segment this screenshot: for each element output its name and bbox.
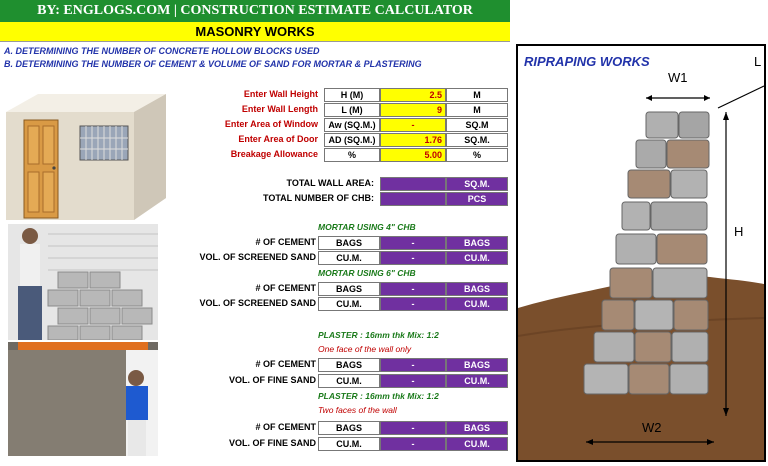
riprap-panel xyxy=(516,44,766,462)
plaster-one-face-title: PLASTER : 16mm thk Mix: 1:2 xyxy=(318,330,439,340)
mortar4-sand-value: - xyxy=(380,251,446,265)
riprap-diagram xyxy=(518,46,764,460)
input-symbol-wall-length: L (M) xyxy=(324,103,380,117)
mortar6-sand-unit1: CU.M. xyxy=(318,297,380,311)
dim-h-label: H xyxy=(734,224,744,239)
total-chb-value xyxy=(380,192,446,206)
input-label-wall-length: Enter Wall Length xyxy=(241,104,318,114)
blocklaying-photo xyxy=(8,224,158,340)
plaster-two-faces-title: PLASTER : 16mm thk Mix: 1:2 xyxy=(318,391,439,401)
input-label-breakage: Breakage Allowance xyxy=(230,149,318,159)
input-label-wall-height: Enter Wall Height xyxy=(243,89,318,99)
mortar6-cement-unit2: BAGS xyxy=(446,282,508,296)
mortar6-cement-label: # OF CEMENT xyxy=(255,283,316,293)
dim-w1-label: W1 xyxy=(668,70,688,85)
mortar6-cement-unit1: BAGS xyxy=(318,282,380,296)
mortar6-sand-unit2: CU.M. xyxy=(446,297,508,311)
input-unit-breakage: % xyxy=(446,148,508,162)
input-unit-wall-length: M xyxy=(446,103,508,117)
input-label-door-area: Enter Area of Door xyxy=(238,134,318,144)
wall-height-input[interactable]: 2.5 xyxy=(380,88,446,102)
plaster2-cement-unit1: BAGS xyxy=(318,421,380,435)
mortar4-cement-value: - xyxy=(380,236,446,250)
total-chb-unit: PCS xyxy=(446,192,508,206)
total-chb-label: TOTAL NUMBER OF CHB: xyxy=(263,193,374,203)
mortar4-cement-unit2: BAGS xyxy=(446,236,508,250)
plaster1-cement-label: # OF CEMENT xyxy=(255,359,316,369)
section-title: MASONRY WORKS xyxy=(0,22,510,42)
mortar4-sand-unit1: CU.M. xyxy=(318,251,380,265)
plaster1-cement-unit1: BAGS xyxy=(318,358,380,372)
dim-l-label: L xyxy=(754,54,762,69)
plaster1-sand-label: VOL. OF FINE SAND xyxy=(228,375,316,385)
input-symbol-breakage: % xyxy=(324,148,380,162)
plaster1-sand-unit1: CU.M. xyxy=(318,374,380,388)
plaster1-cement-unit2: BAGS xyxy=(446,358,508,372)
total-wall-area-label: TOTAL WALL AREA: xyxy=(286,178,374,188)
intro-line-a: A. DETERMINING THE NUMBER OF CONCRETE HOLLOW BLOCKS USED xyxy=(4,46,320,56)
plaster2-sand-value: - xyxy=(380,437,446,451)
door-area-input[interactable]: 1.76 xyxy=(380,133,446,147)
plaster2-sand-unit2: CU.M. xyxy=(446,437,508,451)
input-unit-door-area: SQ.M. xyxy=(446,133,508,147)
plaster-two-faces-note: Two faces of the wall xyxy=(318,405,397,415)
mortar6-sand-value: - xyxy=(380,297,446,311)
mortar4-cement-label: # OF CEMENT xyxy=(255,237,316,247)
mortar4-sand-unit2: CU.M. xyxy=(446,251,508,265)
plastering-photo xyxy=(8,342,158,456)
total-wall-area-value xyxy=(380,177,446,191)
plaster2-sand-unit1: CU.M. xyxy=(318,437,380,451)
plaster1-cement-value: - xyxy=(380,358,446,372)
total-wall-area-unit: SQ.M. xyxy=(446,177,508,191)
plaster1-sand-value: - xyxy=(380,374,446,388)
plaster2-cement-label: # OF CEMENT xyxy=(255,422,316,432)
riprap-title: RIPRAPING WORKS xyxy=(524,54,650,69)
input-label-window-area: Enter Area of Window xyxy=(224,119,318,129)
wall-illustration xyxy=(6,94,166,220)
wall-length-input[interactable]: 9 xyxy=(380,103,446,117)
app-title-bar: BY: ENGLOGS.COM | CONSTRUCTION ESTIMATE CALCULATOR xyxy=(0,0,510,22)
mortar-4-title: MORTAR USING 4" CHB xyxy=(318,222,416,232)
window-area-input[interactable]: - xyxy=(380,118,446,132)
intro-line-b: B. DETERMINING THE NUMBER OF CEMENT & VOLUME OF SAND FOR MORTAR & PLASTERING xyxy=(4,59,422,69)
input-unit-wall-height: M xyxy=(446,88,508,102)
mortar4-sand-label: VOL. OF SCREENED SAND xyxy=(199,252,316,262)
mortar6-sand-label: VOL. OF SCREENED SAND xyxy=(199,298,316,308)
input-symbol-door-area: AD (SQ.M.) xyxy=(324,133,380,147)
plaster2-cement-value: - xyxy=(380,421,446,435)
mortar6-cement-value: - xyxy=(380,282,446,296)
input-symbol-window-area: Aw (SQ.M.) xyxy=(324,118,380,132)
input-symbol-wall-height: H (M) xyxy=(324,88,380,102)
plaster-one-face-note: One face of the wall only xyxy=(318,344,412,354)
mortar4-cement-unit1: BAGS xyxy=(318,236,380,250)
plaster2-cement-unit2: BAGS xyxy=(446,421,508,435)
plaster1-sand-unit2: CU.M. xyxy=(446,374,508,388)
input-unit-window-area: SQ.M xyxy=(446,118,508,132)
dim-w2-label: W2 xyxy=(642,420,662,435)
breakage-allowance-input[interactable]: 5.00 xyxy=(380,148,446,162)
plaster2-sand-label: VOL. OF FINE SAND xyxy=(228,438,316,448)
mortar-6-title: MORTAR USING 6" CHB xyxy=(318,268,416,278)
